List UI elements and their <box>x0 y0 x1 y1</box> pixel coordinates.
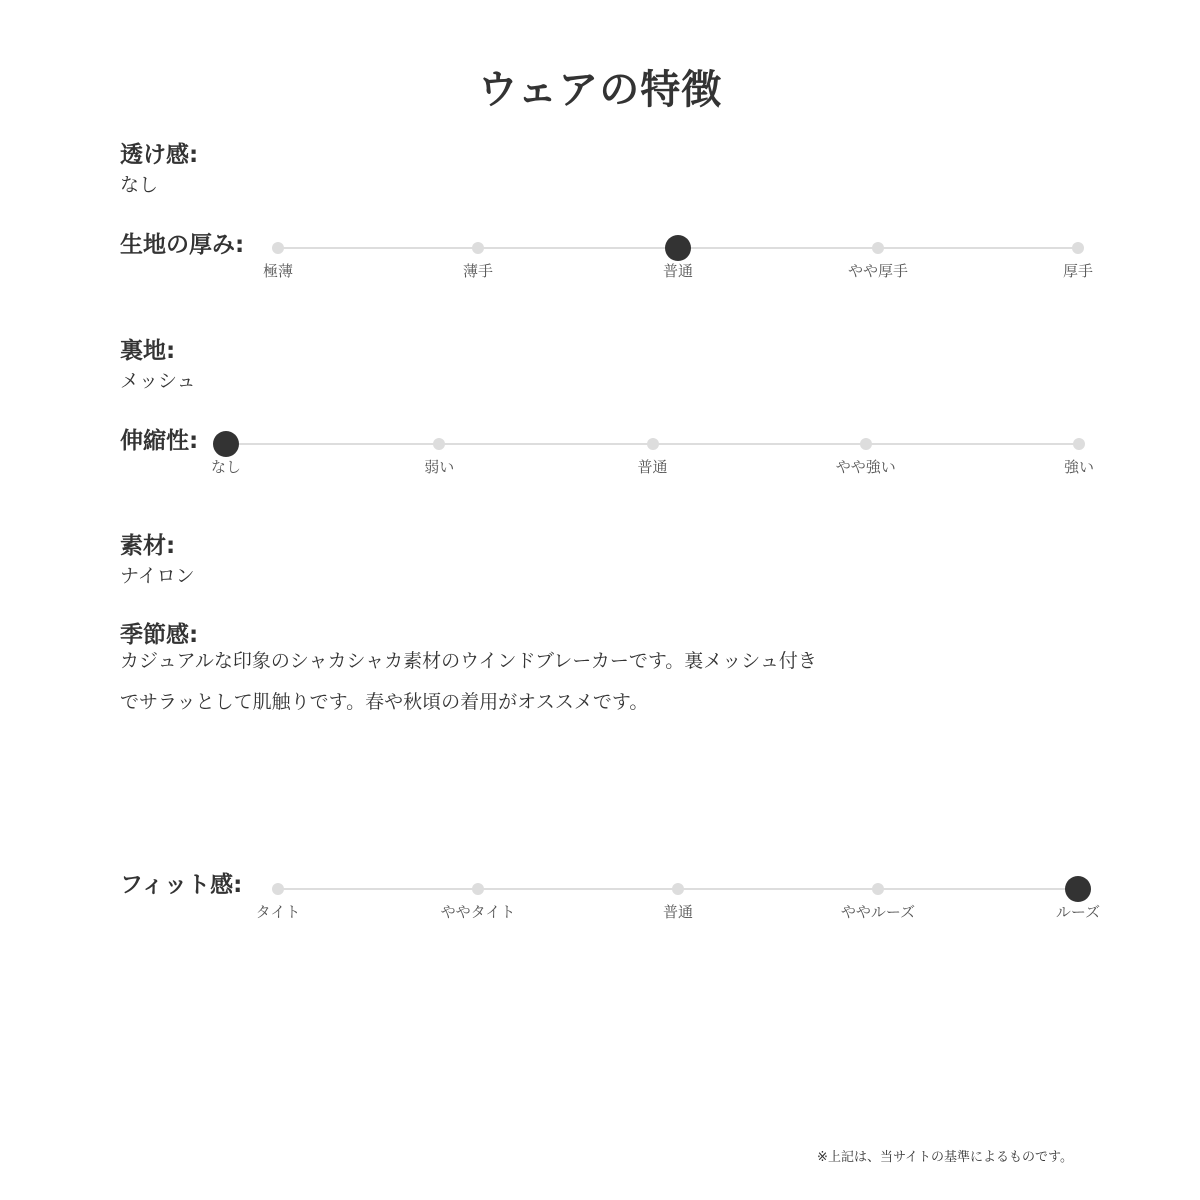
stretch-option-label: なし <box>210 458 241 476</box>
thickness-scale-dot <box>472 242 484 254</box>
stretch-scale-dot <box>433 438 445 450</box>
thickness-option-label: 薄手 <box>462 262 493 280</box>
transparency-label: 透け感: <box>120 142 199 168</box>
stretch-option-label: やや強い <box>835 458 896 476</box>
lining-label: 裏地: <box>120 338 176 364</box>
thickness-selected-marker <box>665 235 691 261</box>
lining-value: メッシュ <box>120 370 196 392</box>
thickness-option-label: 極薄 <box>262 262 293 280</box>
fit-option-label: ルーズ <box>1055 903 1101 921</box>
fit-scale-dot <box>672 883 684 895</box>
stretch-scale-dot <box>860 438 872 450</box>
fit-option-label: タイト <box>255 903 301 921</box>
fit-option-label: ややルーズ <box>840 903 916 921</box>
stretch-scale-dot <box>647 438 659 450</box>
thickness-option-label: やや厚手 <box>847 262 908 280</box>
thickness-option-label: 普通 <box>662 262 693 280</box>
thickness-option-label: 厚手 <box>1062 262 1093 280</box>
transparency-value: なし <box>120 174 159 196</box>
season-description-line: カジュアルな印象のシャカシャカ素材のウインドブレーカーです。裏メッシュ付き <box>120 650 817 672</box>
thickness-scale-dot <box>872 242 884 254</box>
fit-label: フィット感: <box>120 872 243 898</box>
footnote: ※上記は、当サイトの基準によるものです。 <box>817 1150 1073 1165</box>
season-label: 季節感: <box>120 622 199 648</box>
thickness-scale <box>262 248 1093 308</box>
season-description <box>120 641 880 723</box>
material-label: 素材: <box>120 533 176 559</box>
fit-scale-dot <box>472 883 484 895</box>
stretch-option-label: 強い <box>1063 458 1094 476</box>
fit-selected-marker <box>1065 876 1091 902</box>
fit-scale-dot <box>872 883 884 895</box>
stretch-option-label: 普通 <box>637 458 668 476</box>
thickness-scale-dot <box>272 242 284 254</box>
season-description-line: でサラッとして肌触りです。春や秋頃の着用がオススメです。 <box>120 691 649 713</box>
fit-option-label: 普通 <box>662 903 693 921</box>
stretch-selected-marker <box>213 431 239 457</box>
stretch-scale <box>210 444 1094 504</box>
fit-scale <box>255 889 1101 949</box>
fit-option-label: ややタイト <box>440 903 516 921</box>
stretch-scale-dot <box>1073 438 1085 450</box>
thickness-scale-dot <box>1072 242 1084 254</box>
stretch-label: 伸縮性: <box>120 428 199 454</box>
page-title: ウェアの特徴 <box>477 67 723 113</box>
material-value: ナイロン <box>120 565 195 587</box>
thickness-label: 生地の厚み: <box>120 232 245 258</box>
stretch-option-label: 弱い <box>424 458 455 476</box>
fit-scale-dot <box>272 883 284 895</box>
